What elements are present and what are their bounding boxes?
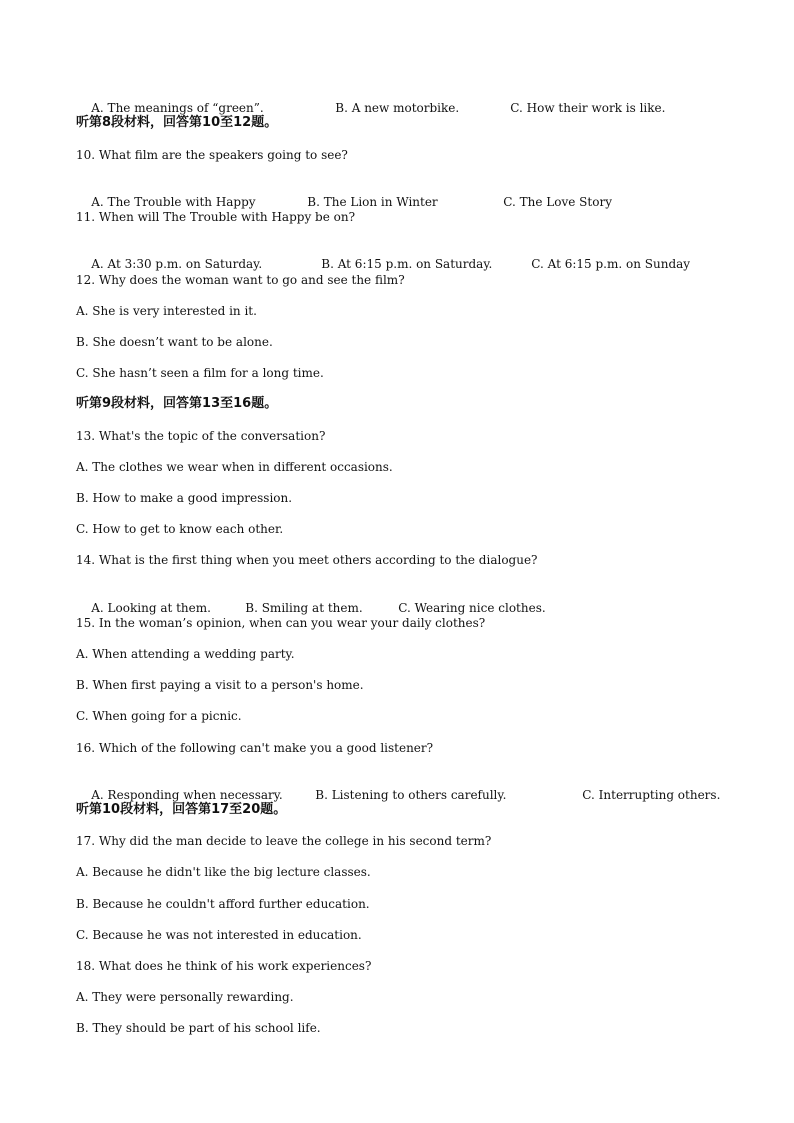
option-c: C. How to get to know each other.	[76, 522, 284, 536]
option-a: A. Responding when necessary.	[91, 788, 283, 802]
question: 14. What is the first thing when you meet others according to the dialogue?	[76, 553, 538, 567]
section-heading: 听第10段材料，回答第17至20题。	[76, 802, 287, 817]
option-c: C. Wearing nice clothes.	[398, 601, 546, 615]
option-a: A. The clothes we wear when in different occasions.	[76, 460, 393, 474]
option-c: C. Interrupting others.	[582, 788, 721, 802]
option-b: B. When first paying a visit to a person's home.	[76, 678, 364, 692]
option-a: A. They were personally rewarding.	[76, 990, 294, 1004]
option-a: A. The meanings of “green”.	[91, 101, 264, 115]
option-b: B. A new motorbike.	[335, 101, 460, 115]
option-a: A. Looking at them.	[91, 601, 211, 615]
section-heading: 听第9段材料，回答第13至16题。	[76, 396, 278, 411]
question: 11. When will The Trouble with Happy be on?	[76, 210, 356, 224]
question: 16. Which of the following can't make you a good listener?	[76, 741, 434, 755]
option-a: A. The Trouble with Happy	[91, 195, 256, 209]
question: 13. What's the topic of the conversation?	[76, 429, 326, 443]
option-b: B. She doesn’t want to be alone.	[76, 335, 273, 349]
question: 15. In the woman’s opinion, when can you wear your daily clothes?	[76, 616, 486, 630]
option-b: B. Listening to others carefully.	[315, 788, 507, 802]
question: 18. What does he think of his work experiences?	[76, 959, 372, 973]
option-c: C. The Love Story	[503, 195, 612, 209]
option-a: A. At 3:30 p.m. on Saturday.	[91, 257, 263, 271]
question: 10. What film are the speakers going to see?	[76, 148, 348, 162]
option-c: C. Because he was not interested in education.	[76, 928, 362, 942]
option-b: B. They should be part of his school life.	[76, 1021, 321, 1035]
option-b: B. How to make a good impression.	[76, 491, 293, 505]
section-heading: 听第8段材料，回答第10至12题。	[76, 115, 278, 130]
option-b: B. Smiling at them.	[245, 601, 363, 615]
option-c: C. When going for a picnic.	[76, 709, 242, 723]
option-a: A. When attending a wedding party.	[76, 647, 295, 661]
option-c: C. She hasn’t seen a film for a long time.	[76, 366, 324, 380]
option-b: B. At 6:15 p.m. on Saturday.	[321, 257, 493, 271]
option-c: C. At 6:15 p.m. on Sunday	[531, 257, 691, 271]
option-c: C. How their work is like.	[510, 101, 666, 115]
option-a: A. She is very interested in it.	[76, 304, 257, 318]
question: 17. Why did the man decide to leave the college in his second term?	[76, 834, 492, 848]
option-a: A. Because he didn't like the big lecture classes.	[76, 865, 371, 879]
option-b: B. The Lion in Winter	[307, 195, 438, 209]
question: 12. Why does the woman want to go and see the film?	[76, 273, 405, 287]
option-b: B. Because he couldn't afford further education.	[76, 897, 370, 911]
